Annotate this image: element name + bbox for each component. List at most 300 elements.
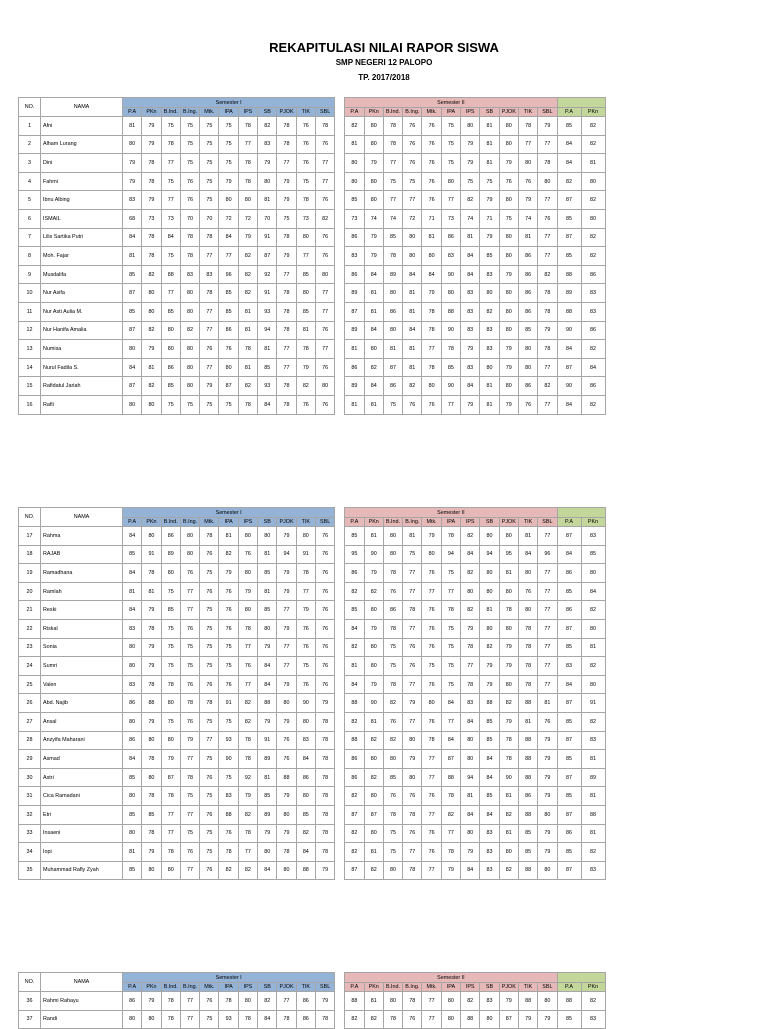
grade-cell: 77	[538, 135, 557, 154]
grade-cell: 72	[238, 209, 257, 228]
grade-cell: 77	[461, 657, 480, 676]
grade-cell: 82	[499, 861, 518, 880]
grade-cell: 78	[180, 228, 199, 247]
grade-cell: 80	[518, 601, 537, 620]
grade-cell: 78	[277, 321, 296, 340]
grade-cell: 82	[142, 265, 161, 284]
grade-cell: 82	[499, 694, 518, 713]
semester-3-header	[557, 508, 605, 518]
grade-cell: 76	[200, 768, 219, 787]
grade-cell: 79	[277, 191, 296, 210]
grade-cell: 78	[403, 992, 422, 1011]
grade-cell: 87	[123, 377, 142, 396]
grade-cell: 79	[441, 861, 460, 880]
grade-cell: 82	[480, 638, 499, 657]
grade-cell: 75	[480, 172, 499, 191]
row-number: 12	[19, 321, 41, 340]
grade-cell: 79	[258, 154, 277, 173]
row-number: 11	[19, 302, 41, 321]
grade-cell: 76	[403, 117, 422, 136]
subject-header: B.Ing.	[403, 983, 422, 992]
grade-cell: 78	[142, 564, 161, 583]
grade-cell: 85	[123, 861, 142, 880]
grade-cell: 86	[345, 228, 364, 247]
table-row	[19, 787, 606, 806]
grade-cell: 70	[200, 209, 219, 228]
grade-cell: 82	[461, 992, 480, 1011]
subject-header: P.A	[123, 983, 142, 992]
grade-cell: 80	[345, 172, 364, 191]
student-name: Ibnu Albing	[41, 191, 123, 210]
grade-cell: 80	[180, 545, 199, 564]
grade-cell: 80	[441, 1010, 460, 1029]
grade-cell: 75	[219, 657, 238, 676]
row-number: 8	[19, 247, 41, 266]
grade-cell: 78	[161, 1010, 180, 1029]
grade-cell: 79	[142, 712, 161, 731]
row-number: 27	[19, 712, 41, 731]
grade-cell: 81	[518, 712, 537, 731]
grade-cell: 84	[480, 750, 499, 769]
subject-header: TIK	[518, 108, 537, 117]
row-number: 25	[19, 675, 41, 694]
subject-header: Mtk.	[200, 518, 219, 527]
grade-cell: 75	[180, 824, 199, 843]
row-number: 4	[19, 172, 41, 191]
grade-cell: 79	[180, 731, 199, 750]
grade-cell: 86	[219, 321, 238, 340]
grade-cell: 80	[383, 321, 402, 340]
grade-cell: 82	[581, 228, 605, 247]
grade-cell: 79	[277, 712, 296, 731]
table-row	[19, 768, 606, 787]
grade-cell: 78	[441, 601, 460, 620]
table-row	[19, 638, 606, 657]
grade-cell: 81	[480, 601, 499, 620]
grade-cell: 77	[518, 135, 537, 154]
grade-cell: 82	[538, 265, 557, 284]
grade-cell: 85	[219, 284, 238, 303]
grade-cell: 75	[200, 824, 219, 843]
grade-cell: 79	[538, 787, 557, 806]
grade-cell: 76	[315, 601, 334, 620]
grade-cell: 77	[315, 340, 334, 359]
grade-cell: 76	[238, 545, 257, 564]
grade-cell: 80	[518, 564, 537, 583]
grade-cell: 78	[538, 284, 557, 303]
row-number: 29	[19, 750, 41, 769]
grade-cell: 80	[480, 284, 499, 303]
grade-cell: 78	[238, 117, 257, 136]
row-number: 33	[19, 824, 41, 843]
grade-cell: 78	[200, 228, 219, 247]
grade-cell: 85	[161, 377, 180, 396]
grade-cell: 77	[422, 861, 441, 880]
grade-cell: 91	[296, 545, 315, 564]
grade-cell: 83	[581, 284, 605, 303]
grade-cell: 89	[345, 284, 364, 303]
grade-cell: 79	[238, 582, 257, 601]
grade-cell: 85	[383, 228, 402, 247]
grade-cell: 80	[364, 135, 383, 154]
grade-cell: 78	[277, 228, 296, 247]
grade-cell: 82	[238, 694, 257, 713]
grade-cell: 80	[383, 750, 402, 769]
grade-cell: 85	[258, 601, 277, 620]
grade-cell: 75	[383, 824, 402, 843]
grade-cell: 81	[461, 787, 480, 806]
grade-cell: 86	[518, 247, 537, 266]
grade-cell: 79	[277, 527, 296, 546]
grade-cell: 78	[180, 247, 199, 266]
grade-cell: 81	[364, 992, 383, 1011]
grade-cell: 83	[557, 657, 581, 676]
table-row	[19, 712, 606, 731]
grade-cell: 82	[499, 805, 518, 824]
grade-cell: 77	[200, 247, 219, 266]
grade-cell: 78	[200, 527, 219, 546]
grade-cell: 77	[538, 657, 557, 676]
grade-cell: 80	[161, 731, 180, 750]
grade-cell: 91	[258, 228, 277, 247]
student-name: Ansal	[41, 712, 123, 731]
student-name: Nur Asti Aulia M.	[41, 302, 123, 321]
subject-header: P.A	[345, 983, 364, 992]
subject-header: SB	[258, 518, 277, 527]
grade-cell: 84	[345, 675, 364, 694]
grade-cell: 78	[238, 824, 257, 843]
table-row	[19, 377, 606, 396]
grade-cell: 80	[364, 787, 383, 806]
grade-cell: 85	[557, 787, 581, 806]
grade-cell: 88	[441, 768, 460, 787]
grade-cell: 83	[480, 265, 499, 284]
grade-cell: 76	[403, 154, 422, 173]
grade-cell: 80	[180, 340, 199, 359]
grade-cell: 77	[180, 750, 199, 769]
grade-cell: 82	[581, 843, 605, 862]
grade-cell: 75	[200, 638, 219, 657]
grade-cell: 86	[581, 321, 605, 340]
grade-cell: 80	[518, 340, 537, 359]
subject-header: P.A	[557, 983, 581, 992]
grade-cell: 78	[296, 564, 315, 583]
grade-cell: 77	[538, 527, 557, 546]
table-row	[19, 861, 606, 880]
table-row	[19, 154, 606, 173]
grade-cell: 76	[315, 638, 334, 657]
column-header-nama: NAMA	[41, 973, 123, 992]
grade-cell: 94	[461, 768, 480, 787]
subject-header: PKn	[364, 983, 383, 992]
grade-cell: 80	[364, 601, 383, 620]
table-row	[19, 805, 606, 824]
subject-header: IPS	[461, 983, 480, 992]
table-row	[19, 358, 606, 377]
grade-cell: 82	[461, 601, 480, 620]
page-title: REKAPITULASI NILAI RAPOR SISWA	[269, 40, 499, 55]
grade-cell: 76	[315, 582, 334, 601]
table-row	[19, 284, 606, 303]
grade-cell: 83	[480, 861, 499, 880]
grade-cell: 81	[364, 843, 383, 862]
grade-cell: 80	[480, 564, 499, 583]
grade-cell: 86	[518, 377, 537, 396]
grade-cell: 79	[296, 601, 315, 620]
grade-cell: 77	[200, 731, 219, 750]
grade-cell: 82	[238, 861, 257, 880]
grade-cell: 80	[518, 154, 537, 173]
grade-cell: 78	[277, 1010, 296, 1029]
grade-cell: 80	[538, 861, 557, 880]
grade-cell: 82	[581, 340, 605, 359]
grade-cell: 77	[441, 582, 460, 601]
grade-cell: 79	[142, 601, 161, 620]
grade-cell: 80	[581, 564, 605, 583]
column-header-nama: NAMA	[41, 508, 123, 527]
row-number: 34	[19, 843, 41, 862]
grade-cell: 78	[296, 191, 315, 210]
grade-cell: 79	[422, 527, 441, 546]
grade-cell: 77	[277, 358, 296, 377]
semester-2-header: Semester II	[345, 973, 557, 983]
grade-cell: 79	[480, 657, 499, 676]
table-row	[19, 228, 606, 247]
grade-cell: 76	[422, 675, 441, 694]
subject-header: PKn	[581, 983, 605, 992]
grade-cell: 81	[364, 527, 383, 546]
grade-cell: 81	[581, 638, 605, 657]
grade-cell: 82	[581, 117, 605, 136]
grade-cell: 84	[557, 395, 581, 414]
subject-header: IPS	[238, 108, 257, 117]
grade-cell: 79	[538, 824, 557, 843]
grade-cell: 80	[581, 675, 605, 694]
grade-cell: 80	[422, 247, 441, 266]
grade-cell: 77	[315, 284, 334, 303]
grade-cell: 86	[296, 1010, 315, 1029]
grade-cell: 83	[461, 694, 480, 713]
row-number: 30	[19, 768, 41, 787]
subject-header: TIK	[518, 983, 537, 992]
grade-cell: 75	[180, 638, 199, 657]
grade-cell: 76	[219, 582, 238, 601]
grade-cell: 78	[383, 619, 402, 638]
row-number: 5	[19, 191, 41, 210]
subject-header: SB	[480, 983, 499, 992]
grade-cell: 80	[480, 358, 499, 377]
grade-cell: 80	[161, 564, 180, 583]
subject-header: TIK	[518, 518, 537, 527]
grade-cell: 84	[461, 247, 480, 266]
grade-cell: 80	[296, 712, 315, 731]
subject-header: IPA	[441, 108, 460, 117]
grade-cell: 78	[238, 172, 257, 191]
grade-cell: 87	[557, 805, 581, 824]
grade-cell: 80	[480, 527, 499, 546]
grade-cell: 81	[345, 135, 364, 154]
grade-cell: 86	[518, 787, 537, 806]
subject-header: B.Ind.	[161, 108, 180, 117]
grade-cell: 78	[238, 154, 257, 173]
subject-header: IPA	[219, 108, 238, 117]
grade-cell: 80	[123, 787, 142, 806]
grade-cell: 80	[296, 787, 315, 806]
grade-cell: 75	[441, 564, 460, 583]
grade-cell: 81	[345, 340, 364, 359]
grade-cell: 78	[200, 694, 219, 713]
grade-cell: 88	[345, 992, 364, 1011]
grade-cell: 77	[315, 302, 334, 321]
grade-cell: 77	[238, 675, 257, 694]
grade-cell: 77	[161, 284, 180, 303]
grade-cell: 79	[277, 564, 296, 583]
grade-cell: 81	[518, 228, 537, 247]
grade-cell: 84	[123, 750, 142, 769]
grade-cell: 85	[480, 731, 499, 750]
grade-cell: 76	[180, 172, 199, 191]
grade-cell: 80	[538, 172, 557, 191]
grade-cell: 81	[364, 302, 383, 321]
grade-cell: 71	[422, 209, 441, 228]
student-name: Riskal	[41, 619, 123, 638]
row-number: 17	[19, 527, 41, 546]
grade-cell: 80	[499, 377, 518, 396]
grade-cell: 85	[345, 601, 364, 620]
grade-cell: 90	[441, 377, 460, 396]
grade-cell: 75	[180, 787, 199, 806]
grade-cell: 85	[557, 638, 581, 657]
grade-cell: 75	[441, 638, 460, 657]
grade-cell: 80	[480, 582, 499, 601]
grade-cell: 78	[161, 135, 180, 154]
subject-header: PKn	[142, 518, 161, 527]
subject-header: P.A	[123, 518, 142, 527]
grade-cell: 78	[277, 377, 296, 396]
grade-cell: 77	[422, 768, 441, 787]
student-name: Iopi	[41, 843, 123, 862]
grade-cell: 76	[315, 191, 334, 210]
grade-cell: 84	[461, 712, 480, 731]
grade-cell: 80	[441, 284, 460, 303]
column-header-no: NO.	[19, 98, 41, 117]
grade-cell: 85	[557, 750, 581, 769]
grade-cell: 79	[219, 564, 238, 583]
grade-cell: 76	[200, 861, 219, 880]
grade-cell: 79	[142, 843, 161, 862]
grade-cell: 81	[345, 395, 364, 414]
subject-header: PKn	[364, 108, 383, 117]
subject-header: SB	[480, 518, 499, 527]
grade-cell: 76	[180, 191, 199, 210]
grade-cell: 77	[383, 154, 402, 173]
subject-header: IPA	[219, 518, 238, 527]
grade-cell: 87	[161, 768, 180, 787]
grade-cell: 80	[518, 358, 537, 377]
grade-cell: 77	[315, 154, 334, 173]
grade-cell: 78	[315, 750, 334, 769]
grade-cell: 79	[123, 172, 142, 191]
grade-cell: 77	[238, 135, 257, 154]
grade-cell: 76	[422, 601, 441, 620]
grade-cell: 86	[123, 731, 142, 750]
grade-cell: 77	[441, 824, 460, 843]
grade-cell: 82	[538, 377, 557, 396]
grade-cell: 80	[581, 172, 605, 191]
grade-cell: 76	[422, 172, 441, 191]
grade-cell: 87	[557, 619, 581, 638]
grade-cell: 79	[315, 694, 334, 713]
grade-cell: 75	[441, 154, 460, 173]
school-name: SMP NEGERI 12 PALOPO	[335, 58, 433, 67]
grade-cell: 84	[557, 545, 581, 564]
grade-cell: 83	[123, 191, 142, 210]
student-name: RAJAB	[41, 545, 123, 564]
grade-cell: 81	[123, 117, 142, 136]
grade-cell: 77	[180, 1010, 199, 1029]
grade-cell: 79	[258, 638, 277, 657]
grade-cell: 93	[219, 731, 238, 750]
row-number: 16	[19, 395, 41, 414]
grade-cell: 80	[180, 284, 199, 303]
grade-cell: 82	[581, 191, 605, 210]
grade-cell: 84	[557, 675, 581, 694]
grade-cell: 75	[383, 172, 402, 191]
grade-cell: 80	[499, 302, 518, 321]
grade-cell: 78	[499, 731, 518, 750]
grade-cell: 80	[238, 564, 257, 583]
grade-cell: 82	[238, 284, 257, 303]
grade-cell: 75	[296, 657, 315, 676]
subject-header: PJOK	[499, 108, 518, 117]
subject-header: P.A	[557, 108, 581, 117]
grade-cell: 80	[258, 527, 277, 546]
grade-cell: 77	[422, 805, 441, 824]
grade-cell: 75	[219, 638, 238, 657]
grade-cell: 78	[277, 117, 296, 136]
grade-cell: 84	[258, 1010, 277, 1029]
grade-cell: 83	[461, 358, 480, 377]
grade-cell: 78	[142, 172, 161, 191]
grade-cell: 78	[422, 358, 441, 377]
subject-header: SBL	[315, 983, 334, 992]
grade-cell: 76	[518, 172, 537, 191]
grade-cell: 77	[296, 247, 315, 266]
grade-cell: 75	[219, 768, 238, 787]
grade-cell: 80	[315, 377, 334, 396]
grade-cell: 83	[123, 675, 142, 694]
grade-cell: 68	[123, 209, 142, 228]
grade-cell: 78	[315, 768, 334, 787]
grade-cell: 85	[219, 302, 238, 321]
grade-cell: 85	[296, 265, 315, 284]
grade-cell: 77	[422, 1010, 441, 1029]
grade-cell: 81	[581, 787, 605, 806]
subject-header: TIK	[296, 983, 315, 992]
grade-cell: 79	[499, 358, 518, 377]
subject-header: SBL	[538, 518, 557, 527]
grade-cell: 86	[161, 358, 180, 377]
grade-cell: 84	[557, 340, 581, 359]
grade-cell: 77	[277, 601, 296, 620]
grade-cell: 87	[499, 1010, 518, 1029]
grade-cell: 78	[142, 750, 161, 769]
grade-cell: 84	[123, 601, 142, 620]
grade-cell: 82	[238, 247, 257, 266]
grade-cell: 76	[422, 712, 441, 731]
subject-header: B.Ind.	[383, 108, 402, 117]
grade-cell: 76	[200, 582, 219, 601]
